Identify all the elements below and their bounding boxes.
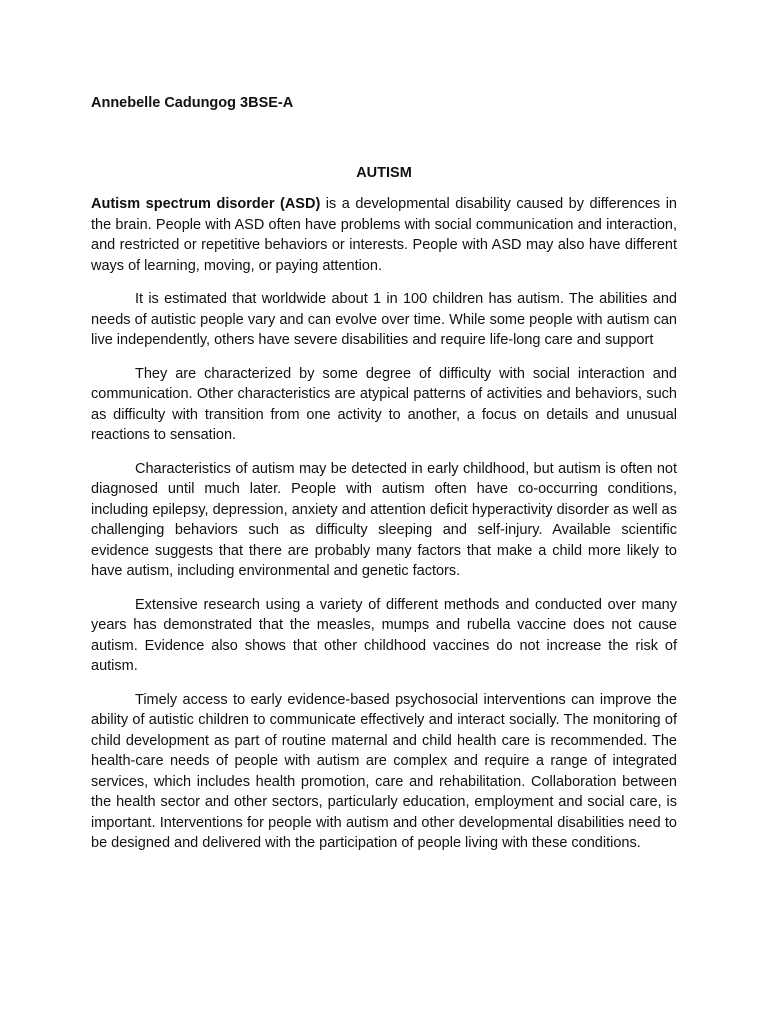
paragraph-prevalence: It is estimated that worldwide about 1 in 100 children has autism. The abilities and needs of autistic people vary and can evolve over time. While some people with autism can live independently, others have severe disabilities and require life-long care and support xyxy=(91,291,677,348)
document-title: AUTISM xyxy=(356,165,412,181)
paragraph-characteristics: They are characterized by some degree of difficulty with social interaction and communication. Other characteristics are atypical patterns of activities and behaviors, such as difficulty with transition from one activity to another, a focus on details and unusual reactions to sensation. xyxy=(91,365,677,443)
paragraph-interventions: Timely access to early evidence-based psychosocial interventions can improve the ability of autistic children to communicate effectively and interact socially. The monitoring of child development as part of routine maternal and child health care is recommended. The health-care needs of people with autism are complex and require a range of integrated services, which includes health promotion, care and rehabilitation. Collaboration between the health sector and other sectors, particularly education, employment and social care, is important. Interventions for people with autism and other developmental disabilities need to be designed and delivered with the participation of people living with these conditions. xyxy=(91,691,677,851)
intro-paragraph xyxy=(91,194,677,276)
paragraph-vaccines: Extensive research using a variety of different methods and conducted over many years has demonstrated that the measles, mumps and rubella vaccine does not cause autism. Evidence also shows that other childhood vaccines do not increase the risk of autism. xyxy=(91,596,677,674)
intro-text: is a developmental disability caused by differences in the brain. People with ASD often have problems with social communication and interaction, and restricted or repetitive behaviors or interests. People with ASD may also have different ways of learning, moving, or paying attention. xyxy=(91,196,677,274)
document-page xyxy=(91,93,677,854)
author-line: Annebelle Cadungog 3BSE-A xyxy=(91,95,294,111)
intro-lead-term: Autism spectrum disorder (ASD) xyxy=(91,196,321,212)
paragraph-diagnosis: Characteristics of autism may be detected in early childhood, but autism is often not diagnosed until much later. People with autism often have co-occurring conditions, including epilepsy, depression, anxiety and attention deficit hyperactivity disorder as well as challenging behaviors such as difficulty sleeping and self-injury. Available scientific evidence suggests that there are probably many factors that make a child more likely to have autism, including environmental and genetic factors. xyxy=(91,460,677,579)
